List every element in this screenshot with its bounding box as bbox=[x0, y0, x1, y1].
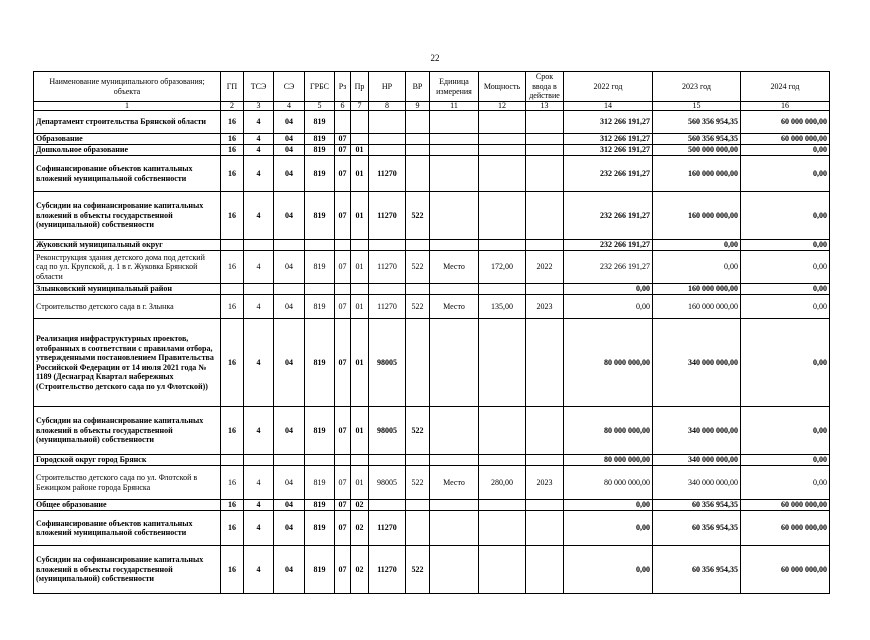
cell-grbs: 819 bbox=[305, 111, 335, 134]
cell-name: Софинансирование объектов капитальных вложений муниципальной собственности bbox=[34, 511, 221, 546]
cell-nr: 98005 bbox=[369, 407, 406, 455]
cell-rz: 07 bbox=[335, 134, 351, 145]
cell-rz bbox=[335, 455, 351, 466]
cell-2023: 560 356 954,35 bbox=[653, 111, 741, 134]
cell-rz bbox=[335, 240, 351, 251]
cell-tse: 4 bbox=[244, 134, 274, 145]
cell-vr bbox=[406, 134, 430, 145]
cell-pr: 01 bbox=[351, 295, 369, 319]
cell-vr: 522 bbox=[406, 546, 430, 594]
cell-gp: 16 bbox=[221, 251, 244, 284]
cell-grbs: 819 bbox=[305, 500, 335, 511]
cell-2022: 232 266 191,27 bbox=[564, 156, 653, 192]
cell-tse: 4 bbox=[244, 466, 274, 500]
table-row bbox=[34, 134, 830, 145]
cell-name: Реконструкция здания детского дома под детский сад по ул. Крупской, д. 1 в г. Жуковка Брянской области bbox=[34, 251, 221, 284]
cell-tse bbox=[244, 240, 274, 251]
cell-vr: 522 bbox=[406, 407, 430, 455]
cell-power bbox=[479, 407, 526, 455]
cell-grbs: 819 bbox=[305, 546, 335, 594]
cell-tse: 4 bbox=[244, 251, 274, 284]
cell-term bbox=[526, 319, 564, 407]
cell-se bbox=[274, 284, 305, 295]
cell-pr: 01 bbox=[351, 145, 369, 156]
cell-unit bbox=[430, 134, 479, 145]
cell-name: Департамент строительства Брянской области bbox=[34, 111, 221, 134]
cell-gp: 16 bbox=[221, 111, 244, 134]
cell-power bbox=[479, 156, 526, 192]
cell-gp bbox=[221, 284, 244, 295]
cell-2024: 0,00 bbox=[741, 156, 830, 192]
cell-gp: 16 bbox=[221, 466, 244, 500]
cell-grbs bbox=[305, 240, 335, 251]
cell-rz: 07 bbox=[335, 156, 351, 192]
cell-name: Городской округ город Брянск bbox=[34, 455, 221, 466]
cell-nr: 98005 bbox=[369, 466, 406, 500]
header-grbs: ГРБС bbox=[305, 72, 335, 102]
cell-se: 04 bbox=[274, 466, 305, 500]
cell-power bbox=[479, 546, 526, 594]
cell-term: 2023 bbox=[526, 295, 564, 319]
cell-term bbox=[526, 156, 564, 192]
table-row bbox=[34, 284, 830, 295]
cell-2024: 0,00 bbox=[741, 455, 830, 466]
cell-name: Софинансирование объектов капитальных вложений муниципальной собственности bbox=[34, 156, 221, 192]
cell-unit bbox=[430, 319, 479, 407]
cell-unit bbox=[430, 546, 479, 594]
cell-power bbox=[479, 192, 526, 240]
cell-nr: 11270 bbox=[369, 511, 406, 546]
column-number: 11 bbox=[430, 102, 479, 111]
cell-gp: 16 bbox=[221, 500, 244, 511]
cell-2023: 60 356 954,35 bbox=[653, 546, 741, 594]
cell-rz: 07 bbox=[335, 295, 351, 319]
cell-pr bbox=[351, 111, 369, 134]
cell-se: 04 bbox=[274, 192, 305, 240]
cell-unit bbox=[430, 192, 479, 240]
cell-name: Жуковский муниципальный округ bbox=[34, 240, 221, 251]
cell-2024: 0,00 bbox=[741, 251, 830, 284]
column-number: 5 bbox=[305, 102, 335, 111]
cell-tse bbox=[244, 284, 274, 295]
cell-gp: 16 bbox=[221, 145, 244, 156]
table-row bbox=[34, 156, 830, 192]
cell-2023: 560 356 954,35 bbox=[653, 134, 741, 145]
cell-vr bbox=[406, 111, 430, 134]
cell-grbs: 819 bbox=[305, 407, 335, 455]
cell-2022: 312 266 191,27 bbox=[564, 134, 653, 145]
cell-vr: 522 bbox=[406, 251, 430, 284]
table-body bbox=[34, 111, 830, 594]
cell-grbs: 819 bbox=[305, 134, 335, 145]
cell-term bbox=[526, 192, 564, 240]
cell-2022: 0,00 bbox=[564, 295, 653, 319]
cell-2024: 60 000 000,00 bbox=[741, 511, 830, 546]
cell-unit: Место bbox=[430, 251, 479, 284]
cell-name: Строительство детского сада в г. Злынка bbox=[34, 295, 221, 319]
cell-pr: 02 bbox=[351, 546, 369, 594]
cell-pr bbox=[351, 455, 369, 466]
cell-term bbox=[526, 111, 564, 134]
cell-name: Субсидии на софинансирование капитальных вложений в объекты государственной (муниципальной) собственности bbox=[34, 192, 221, 240]
cell-power bbox=[479, 500, 526, 511]
cell-term bbox=[526, 145, 564, 156]
cell-pr: 01 bbox=[351, 192, 369, 240]
table-row bbox=[34, 466, 830, 500]
cell-rz bbox=[335, 111, 351, 134]
cell-2024: 0,00 bbox=[741, 295, 830, 319]
cell-power bbox=[479, 284, 526, 295]
cell-gp: 16 bbox=[221, 546, 244, 594]
cell-2022: 312 266 191,27 bbox=[564, 145, 653, 156]
cell-pr: 01 bbox=[351, 251, 369, 284]
cell-2022: 80 000 000,00 bbox=[564, 466, 653, 500]
cell-name: Общее образование bbox=[34, 500, 221, 511]
cell-grbs: 819 bbox=[305, 192, 335, 240]
header-nr: НР bbox=[369, 72, 406, 102]
column-number: 1 bbox=[34, 102, 221, 111]
cell-power bbox=[479, 455, 526, 466]
cell-pr bbox=[351, 134, 369, 145]
cell-se: 04 bbox=[274, 295, 305, 319]
cell-rz bbox=[335, 284, 351, 295]
cell-vr bbox=[406, 455, 430, 466]
column-number: 2 bbox=[221, 102, 244, 111]
cell-term bbox=[526, 240, 564, 251]
column-number: 3 bbox=[244, 102, 274, 111]
cell-nr bbox=[369, 500, 406, 511]
cell-2022: 80 000 000,00 bbox=[564, 319, 653, 407]
table-row bbox=[34, 319, 830, 407]
cell-nr bbox=[369, 240, 406, 251]
cell-unit: Место bbox=[430, 295, 479, 319]
cell-nr: 98005 bbox=[369, 319, 406, 407]
cell-gp bbox=[221, 240, 244, 251]
cell-term bbox=[526, 546, 564, 594]
cell-2024: 0,00 bbox=[741, 319, 830, 407]
cell-rz: 07 bbox=[335, 145, 351, 156]
cell-2023: 160 000 000,00 bbox=[653, 284, 741, 295]
cell-power bbox=[479, 240, 526, 251]
cell-gp: 16 bbox=[221, 134, 244, 145]
header-rz: Рз bbox=[335, 72, 351, 102]
cell-pr: 01 bbox=[351, 407, 369, 455]
cell-rz: 07 bbox=[335, 511, 351, 546]
cell-2023: 0,00 bbox=[653, 251, 741, 284]
cell-2022: 80 000 000,00 bbox=[564, 455, 653, 466]
column-number: 13 bbox=[526, 102, 564, 111]
table-row bbox=[34, 240, 830, 251]
cell-name: Реализация инфраструктурных проектов, отобранных в соответствии с правилами отбора, утвержденными постановлением Правительства Российской Федерации от 14 июля 2021 года № 1189 (Деснаград Квартал набережных (Строительство детского сада по ул Флотской)) bbox=[34, 319, 221, 407]
cell-se: 04 bbox=[274, 145, 305, 156]
cell-name: Субсидии на софинансирование капитальных вложений в объекты государственной (муниципальной) собственности bbox=[34, 407, 221, 455]
cell-nr bbox=[369, 284, 406, 295]
cell-nr: 11270 bbox=[369, 192, 406, 240]
cell-2024: 60 000 000,00 bbox=[741, 546, 830, 594]
cell-unit bbox=[430, 240, 479, 251]
header-power: Мощность bbox=[479, 72, 526, 102]
cell-se: 04 bbox=[274, 251, 305, 284]
header-2022: 2022 год bbox=[564, 72, 653, 102]
column-number: 4 bbox=[274, 102, 305, 111]
cell-se: 04 bbox=[274, 156, 305, 192]
cell-2024: 0,00 bbox=[741, 240, 830, 251]
cell-unit: Место bbox=[430, 466, 479, 500]
cell-grbs: 819 bbox=[305, 466, 335, 500]
table-row bbox=[34, 407, 830, 455]
cell-2022: 80 000 000,00 bbox=[564, 407, 653, 455]
cell-gp: 16 bbox=[221, 192, 244, 240]
cell-grbs: 819 bbox=[305, 156, 335, 192]
cell-2022: 0,00 bbox=[564, 500, 653, 511]
cell-2022: 0,00 bbox=[564, 546, 653, 594]
cell-unit bbox=[430, 511, 479, 546]
cell-pr bbox=[351, 284, 369, 295]
cell-nr bbox=[369, 145, 406, 156]
cell-nr: 11270 bbox=[369, 251, 406, 284]
cell-pr: 01 bbox=[351, 466, 369, 500]
cell-grbs: 819 bbox=[305, 319, 335, 407]
cell-power: 280,00 bbox=[479, 466, 526, 500]
cell-rz: 07 bbox=[335, 407, 351, 455]
cell-se bbox=[274, 240, 305, 251]
cell-tse: 4 bbox=[244, 156, 274, 192]
cell-tse: 4 bbox=[244, 111, 274, 134]
cell-2024: 60 000 000,00 bbox=[741, 134, 830, 145]
column-number: 14 bbox=[564, 102, 653, 111]
header-2024: 2024 год bbox=[741, 72, 830, 102]
table-row bbox=[34, 455, 830, 466]
header-gp: ГП bbox=[221, 72, 244, 102]
cell-rz: 07 bbox=[335, 546, 351, 594]
cell-rz: 07 bbox=[335, 251, 351, 284]
cell-2023: 60 356 954,35 bbox=[653, 500, 741, 511]
cell-se: 04 bbox=[274, 500, 305, 511]
cell-nr bbox=[369, 455, 406, 466]
cell-vr bbox=[406, 319, 430, 407]
cell-2022: 0,00 bbox=[564, 511, 653, 546]
cell-tse: 4 bbox=[244, 295, 274, 319]
table-row bbox=[34, 500, 830, 511]
cell-2024: 60 000 000,00 bbox=[741, 500, 830, 511]
cell-gp: 16 bbox=[221, 511, 244, 546]
cell-se bbox=[274, 455, 305, 466]
header-name: Наименование муниципального образования; объекта bbox=[34, 72, 221, 102]
cell-term bbox=[526, 284, 564, 295]
cell-se: 04 bbox=[274, 134, 305, 145]
header-pr: Пр bbox=[351, 72, 369, 102]
cell-unit bbox=[430, 111, 479, 134]
cell-2022: 232 266 191,27 bbox=[564, 192, 653, 240]
cell-gp: 16 bbox=[221, 319, 244, 407]
cell-tse: 4 bbox=[244, 145, 274, 156]
column-number: 7 bbox=[351, 102, 369, 111]
cell-2024: 0,00 bbox=[741, 466, 830, 500]
cell-gp bbox=[221, 455, 244, 466]
cell-vr bbox=[406, 156, 430, 192]
cell-gp: 16 bbox=[221, 295, 244, 319]
cell-pr: 02 bbox=[351, 511, 369, 546]
cell-2023: 500 000 000,00 bbox=[653, 145, 741, 156]
header-unit: Единица измерения bbox=[430, 72, 479, 102]
table-row bbox=[34, 511, 830, 546]
cell-name: Образование bbox=[34, 134, 221, 145]
cell-term: 2022 bbox=[526, 251, 564, 284]
cell-pr: 01 bbox=[351, 319, 369, 407]
cell-se: 04 bbox=[274, 319, 305, 407]
cell-tse: 4 bbox=[244, 192, 274, 240]
cell-name: Злынковский муниципальный район bbox=[34, 284, 221, 295]
cell-pr bbox=[351, 240, 369, 251]
cell-2022: 232 266 191,27 bbox=[564, 251, 653, 284]
cell-term bbox=[526, 407, 564, 455]
header-row bbox=[34, 72, 830, 102]
cell-2023: 340 000 000,00 bbox=[653, 319, 741, 407]
cell-unit bbox=[430, 500, 479, 511]
column-number: 12 bbox=[479, 102, 526, 111]
cell-2022: 232 266 191,27 bbox=[564, 240, 653, 251]
cell-term bbox=[526, 511, 564, 546]
cell-name: Дошкольное образование bbox=[34, 145, 221, 156]
cell-2022: 0,00 bbox=[564, 284, 653, 295]
cell-nr: 11270 bbox=[369, 546, 406, 594]
cell-2023: 60 356 954,35 bbox=[653, 511, 741, 546]
cell-2023: 160 000 000,00 bbox=[653, 156, 741, 192]
cell-2024: 0,00 bbox=[741, 284, 830, 295]
cell-vr: 522 bbox=[406, 295, 430, 319]
cell-2023: 0,00 bbox=[653, 240, 741, 251]
cell-vr bbox=[406, 240, 430, 251]
cell-pr: 01 bbox=[351, 156, 369, 192]
cell-vr bbox=[406, 500, 430, 511]
cell-power bbox=[479, 111, 526, 134]
header-tse: ТСЭ bbox=[244, 72, 274, 102]
cell-nr bbox=[369, 134, 406, 145]
cell-gp: 16 bbox=[221, 156, 244, 192]
header-term: Срок ввода в действие bbox=[526, 72, 564, 102]
table-row bbox=[34, 111, 830, 134]
table-row bbox=[34, 295, 830, 319]
cell-unit bbox=[430, 156, 479, 192]
cell-power bbox=[479, 134, 526, 145]
cell-se: 04 bbox=[274, 407, 305, 455]
cell-nr: 11270 bbox=[369, 156, 406, 192]
cell-2024: 0,00 bbox=[741, 407, 830, 455]
cell-unit bbox=[430, 284, 479, 295]
cell-unit bbox=[430, 407, 479, 455]
cell-grbs: 819 bbox=[305, 295, 335, 319]
cell-tse: 4 bbox=[244, 500, 274, 511]
cell-term bbox=[526, 500, 564, 511]
cell-grbs: 819 bbox=[305, 145, 335, 156]
cell-power bbox=[479, 319, 526, 407]
column-number: 16 bbox=[741, 102, 830, 111]
cell-nr: 11270 bbox=[369, 295, 406, 319]
cell-tse: 4 bbox=[244, 511, 274, 546]
cell-unit bbox=[430, 145, 479, 156]
cell-grbs: 819 bbox=[305, 251, 335, 284]
cell-se: 04 bbox=[274, 111, 305, 134]
cell-rz: 07 bbox=[335, 500, 351, 511]
table-row bbox=[34, 145, 830, 156]
column-number-row bbox=[34, 102, 830, 111]
page-number: 22 bbox=[430, 53, 440, 63]
cell-rz: 07 bbox=[335, 192, 351, 240]
cell-power: 172,00 bbox=[479, 251, 526, 284]
table-row bbox=[34, 192, 830, 240]
cell-2023: 340 000 000,00 bbox=[653, 455, 741, 466]
cell-2023: 340 000 000,00 bbox=[653, 466, 741, 500]
column-number: 15 bbox=[653, 102, 741, 111]
cell-vr bbox=[406, 511, 430, 546]
cell-2023: 160 000 000,00 bbox=[653, 295, 741, 319]
cell-pr: 02 bbox=[351, 500, 369, 511]
cell-vr: 522 bbox=[406, 192, 430, 240]
cell-name: Субсидии на софинансирование капитальных вложений в объекты государственной (муниципальной) собственности bbox=[34, 546, 221, 594]
cell-tse: 4 bbox=[244, 546, 274, 594]
cell-tse: 4 bbox=[244, 319, 274, 407]
cell-name: Строительство детского сада по ул. Флотской в Бежицком районе города Брянска bbox=[34, 466, 221, 500]
column-number: 9 bbox=[406, 102, 430, 111]
cell-tse bbox=[244, 455, 274, 466]
cell-grbs bbox=[305, 455, 335, 466]
cell-2022: 312 266 191,27 bbox=[564, 111, 653, 134]
cell-se: 04 bbox=[274, 546, 305, 594]
cell-vr bbox=[406, 145, 430, 156]
cell-vr: 522 bbox=[406, 466, 430, 500]
budget-table bbox=[33, 71, 830, 594]
cell-unit bbox=[430, 455, 479, 466]
column-number: 8 bbox=[369, 102, 406, 111]
cell-power bbox=[479, 145, 526, 156]
cell-grbs: 819 bbox=[305, 511, 335, 546]
header-2023: 2023 год bbox=[653, 72, 741, 102]
cell-power: 135,00 bbox=[479, 295, 526, 319]
table-row bbox=[34, 251, 830, 284]
cell-2024: 0,00 bbox=[741, 145, 830, 156]
header-se: СЭ bbox=[274, 72, 305, 102]
cell-gp: 16 bbox=[221, 407, 244, 455]
column-number: 6 bbox=[335, 102, 351, 111]
cell-term bbox=[526, 455, 564, 466]
cell-power bbox=[479, 511, 526, 546]
cell-se: 04 bbox=[274, 511, 305, 546]
cell-2023: 160 000 000,00 bbox=[653, 192, 741, 240]
cell-rz: 07 bbox=[335, 319, 351, 407]
cell-vr bbox=[406, 284, 430, 295]
cell-2024: 0,00 bbox=[741, 192, 830, 240]
cell-2023: 340 000 000,00 bbox=[653, 407, 741, 455]
cell-2024: 60 000 000,00 bbox=[741, 111, 830, 134]
header-vr: ВР bbox=[406, 72, 430, 102]
cell-rz: 07 bbox=[335, 466, 351, 500]
table-row bbox=[34, 546, 830, 594]
cell-term bbox=[526, 134, 564, 145]
cell-tse: 4 bbox=[244, 407, 274, 455]
cell-term: 2023 bbox=[526, 466, 564, 500]
cell-grbs bbox=[305, 284, 335, 295]
cell-nr bbox=[369, 111, 406, 134]
